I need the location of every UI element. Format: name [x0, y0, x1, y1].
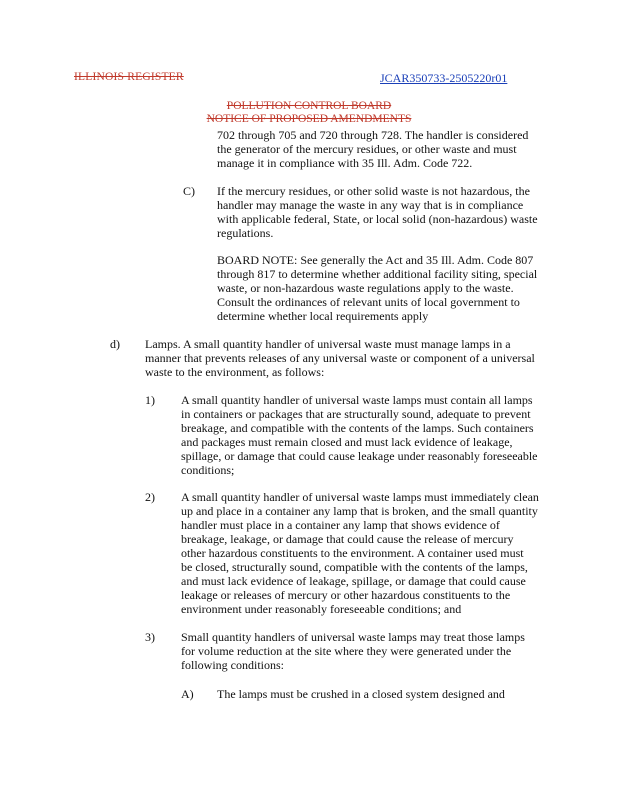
text-line: A small quantity handler of universal waste lamps must immediately clean [181, 490, 539, 504]
text-line: and packages must remain closed and must lack evidence of leakage, [181, 435, 513, 449]
sub-item-2-marker: 2) [145, 490, 155, 504]
text-line: other hazardous constituents to the environment. A container used must [181, 546, 524, 560]
text-line: regulations. [217, 226, 274, 240]
sub-item-3-marker: 3) [145, 630, 155, 644]
text-line: and must lack evidence of leakage, spillage, or damage that could cause [181, 574, 526, 588]
board-heading [0, 100, 618, 126]
text-line: If the mercury residues, or other solid waste is not hazardous, the [217, 184, 530, 198]
board-name: POLLUTION CONTROL BOARD [226, 100, 392, 112]
text-line: up and place in a container any lamp that is broken, and the small quantity [181, 504, 538, 518]
notice-title: NOTICE OF PROPOSED AMENDMENTS [206, 113, 412, 125]
item-A-paragraph [217, 687, 505, 701]
sub-item-1-marker: 1) [145, 393, 155, 407]
item-c-marker: C) [183, 184, 195, 198]
text-line: the generator of the mercury residues, or other waste and must [217, 142, 517, 156]
text-line: A small quantity handler of universal waste lamps must contain all lamps [181, 393, 533, 407]
text-line: following conditions: [181, 658, 284, 672]
text-line: with applicable federal, State, or local solid (non-hazardous) waste [217, 212, 538, 226]
sub-item-1-paragraph [181, 393, 538, 477]
text-line: for volume reduction at the site where they were generated under the [181, 644, 512, 658]
text-line: Lamps. A small quantity handler of universal waste must manage lamps in a [145, 337, 511, 351]
item-d-marker: d) [110, 337, 120, 351]
register-title: ILLINOIS REGISTER [74, 71, 184, 83]
text-line: be closed, structurally sound, compatible with the contents of the lamps, [181, 560, 528, 574]
item-A-marker: A) [181, 687, 194, 701]
text-line: handler may manage the waste in any way that is in compliance [217, 198, 524, 212]
text-line: conditions; [181, 463, 235, 477]
text-line: The lamps must be crushed in a closed system designed and [217, 687, 505, 701]
text-line: in containers or packages that are structurally sound, adequate to prevent [181, 407, 531, 421]
text-line: Consult the ordinances of relevant units of local government to [217, 295, 520, 309]
text-line: through 817 to determine whether additional facility siting, special [217, 267, 538, 281]
text-line: spillage, or damage that could cause leakage under reasonably foreseeable [181, 449, 538, 463]
text-line: determine whether local requirements apply [217, 309, 429, 323]
sub-item-3-paragraph [181, 630, 525, 672]
item-c-paragraph [217, 184, 538, 240]
text-line: BOARD NOTE: See generally the Act and 35 Ill. Adm. Code 807 [217, 253, 534, 267]
text-line: breakage, and compatible with the contents of the lamps. Such containers [181, 421, 534, 435]
text-line: 702 through 705 and 720 through 728. The handler is considered [217, 128, 529, 142]
text-line: waste, or non-hazardous waste regulations apply to the waste. [217, 281, 514, 295]
text-line: handler must place in a container any lamp that shows evidence of [181, 518, 500, 532]
text-line: breakage, leakage, or damage that could cause the release of mercury [181, 532, 514, 546]
text-line: leakage or releases of mercury or other hazardous constituents to the [181, 588, 511, 602]
text-line: manner that prevents releases of any universal waste or component of a universal [145, 351, 535, 365]
intro-paragraph [217, 128, 528, 170]
text-line: environment under reasonably foreseeable conditions; and [181, 602, 462, 616]
jcar-link[interactable]: JCAR350733-2505220r01 [380, 71, 508, 85]
text-line: Small quantity handlers of universal waste lamps may treat those lamps [181, 630, 525, 644]
text-line: manage it in compliance with 35 Ill. Adm. Code 722. [217, 156, 473, 170]
board-note [217, 253, 537, 323]
text-line: waste to the environment, as follows: [145, 365, 325, 379]
sub-item-2-paragraph [181, 490, 539, 616]
item-d-paragraph [145, 337, 535, 379]
